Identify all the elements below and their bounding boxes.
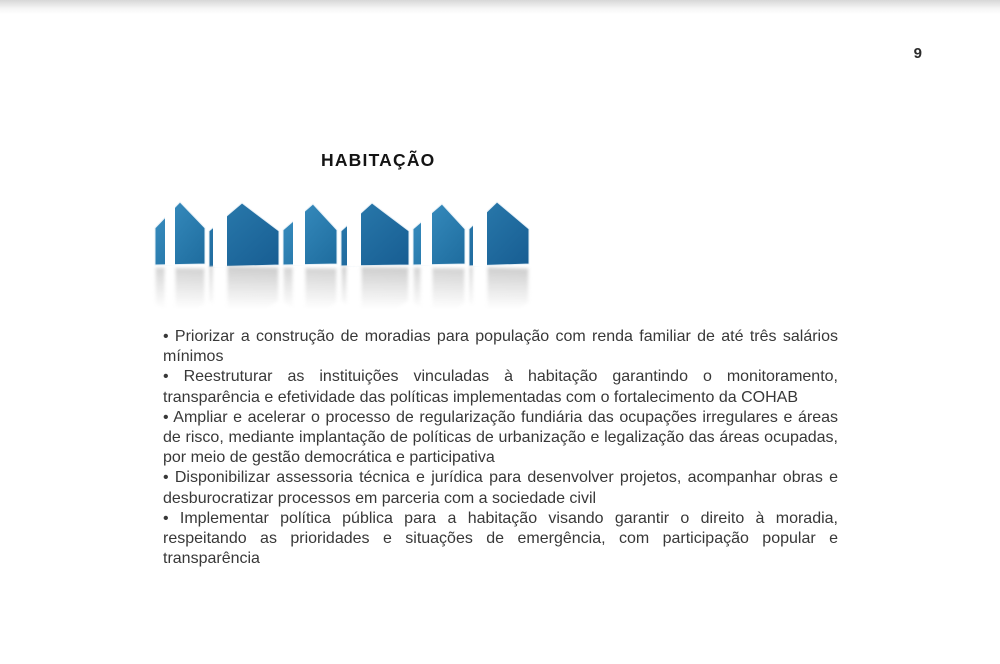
bullet-list [163,327,838,569]
bullet-item: • Priorizar a construção de moradias para população com renda familiar de até três salários mínimos [163,328,838,366]
houses-illustration [147,191,533,312]
page-title: HABITAÇÃO [321,150,436,170]
bullet-item: • Ampliar e acelerar o processo de regularização fundiária das ocupações irregulares e áreas de risco, mediante implantação de políticas de urbanização e legalização das áreas ocupadas, por meio de gestão democrática e participativa [163,408,838,467]
page-number: 9 [913,45,922,62]
page-top-shadow [0,0,1000,14]
bullet-item: • Reestruturar as instituições vinculadas à habitação garantindo o monitoramento, transparência e efetividade das políticas implementadas com o fortalecimento da COHAB [163,368,838,406]
bullet-item: • Disponibilizar assessoria técnica e jurídica para desenvolver projetos, acompanhar obras e desburocratizar processos em parceria com a sociedade civil [163,469,838,507]
houses-icon [147,191,533,312]
bullet-item: • Implementar política pública para a habitação visando garantir o direito à moradia, respeitando as prioridades e situações de emergência, com participação popular e transparência [163,509,838,568]
